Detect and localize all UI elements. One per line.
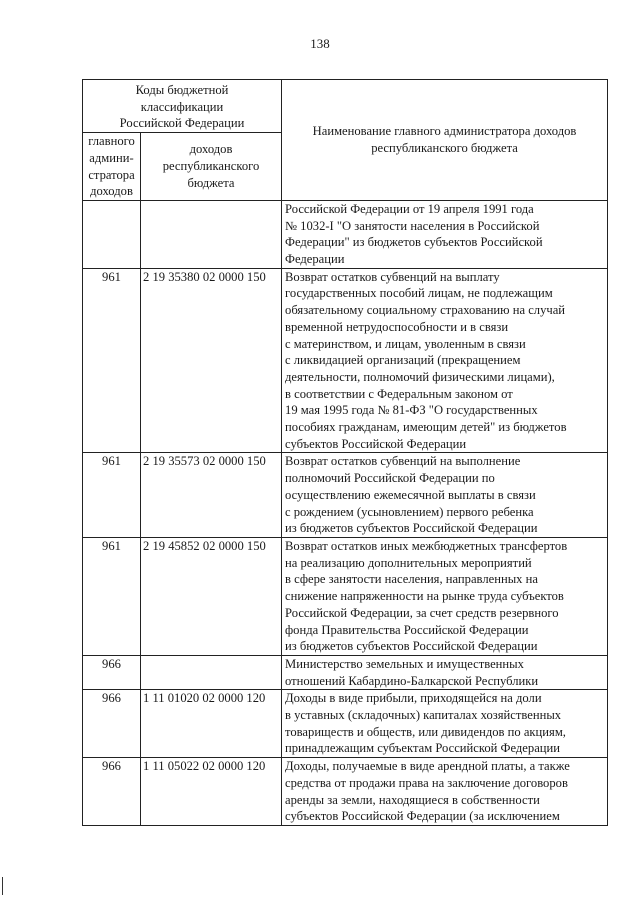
header-line: Российской Федерации [119, 116, 245, 131]
header-line: доходов [189, 142, 233, 157]
description-line: осуществлению ежемесячной выплаты в связи [285, 487, 536, 502]
description-cell [282, 200, 608, 268]
description-line: субъектов Российской Федерации [285, 436, 467, 451]
description-cell [282, 758, 608, 826]
description-cell [282, 453, 608, 538]
description-line: полномочий Российской Федерации по [285, 471, 495, 486]
description-line: Доходы в виде прибыли, приходящейся на доли [285, 691, 542, 706]
description-line: с рождением (усыновлением) первого ребенка [285, 504, 534, 519]
description-line: фонда Правительства Российской Федерации [285, 622, 529, 637]
description-cell [282, 268, 608, 453]
admin-code-cell: 966 [83, 690, 141, 758]
description-line: Возврат остатков субвенций на выполнение [285, 454, 521, 469]
description-line: в сфере занятости населения, направленных на [285, 572, 538, 587]
scan-edge-mark [2, 877, 3, 895]
income-code-cell: 2 19 35573 02 0000 150 [141, 453, 282, 538]
table-row [83, 537, 608, 655]
header-line: админи- [89, 150, 134, 165]
header-line: Наименование главного администратора доходов [312, 124, 577, 139]
description-line: обязательному социальному страхованию на случай [285, 303, 566, 318]
description-line: Возврат остатков иных межбюджетных трансфертов [285, 538, 568, 553]
admin-code-cell: 961 [83, 537, 141, 655]
page-number: 138 [310, 36, 330, 51]
description-line: на реализацию дополнительных мероприятий [285, 555, 532, 570]
header-line: классификации [140, 99, 224, 114]
description-line: товариществ и обществ, или дивидендов по акциям, [285, 724, 566, 739]
table-row [83, 758, 608, 826]
description-line: принадлежащим субъектам Российской Федерации [285, 741, 561, 756]
description-line: снижение напряженности на рынке труда субъектов [285, 589, 564, 604]
description-line: с ликвидацией организаций (прекращением [285, 353, 521, 368]
header-line: стратора [88, 167, 135, 182]
header-codes-group [83, 80, 282, 133]
description-cell [282, 690, 608, 758]
income-code-cell [141, 655, 282, 689]
header-line: Коды бюджетной [135, 83, 229, 97]
description-cell [282, 655, 608, 689]
table-row [83, 690, 608, 758]
description-cell [282, 537, 608, 655]
income-code-cell: 2 19 45852 02 0000 150 [141, 537, 282, 655]
header-line: республиканского бюджета [371, 140, 518, 155]
description-line: Министерство земельных и имущественных [285, 656, 524, 671]
description-line: из бюджетов субъектов Российской Федерации [285, 639, 538, 654]
table-body [83, 200, 608, 825]
description-line: отношений Кабардино-Балкарской Республики [285, 673, 539, 688]
admin-code-cell: 961 [83, 268, 141, 453]
description-line: Возврат остатков субвенций на выплату [285, 269, 500, 284]
income-code-cell: 1 11 05022 02 0000 120 [141, 758, 282, 826]
header-income-column [141, 133, 282, 201]
header-name-column [282, 80, 608, 201]
table-row [83, 200, 608, 268]
description-line: Федерации [285, 252, 345, 267]
description-line: в соответствии с Федеральным законом от [285, 386, 513, 401]
description-line: Доходы, получаемые в виде арендной платы, а также [285, 759, 570, 774]
description-line: аренды за земли, находящиеся в собственности [285, 792, 540, 807]
description-line: с материнством, и лицам, уволенным в связи [285, 336, 526, 351]
description-line: субъектов Российской Федерации (за исключением [285, 809, 560, 824]
table-row [83, 453, 608, 538]
description-line: государственных пособий лицам, не подлежащим [285, 286, 553, 301]
description-line: в уставных (складочных) капиталах хозяйственных [285, 708, 562, 723]
header-admin-column [83, 133, 141, 201]
description-line: Российской Федерации от 19 апреля 1991 года [285, 201, 534, 216]
income-code-cell [141, 200, 282, 268]
description-line: средства от продажи права на заключение договоров [285, 775, 568, 790]
income-code-cell: 1 11 01020 02 0000 120 [141, 690, 282, 758]
admin-code-cell: 961 [83, 453, 141, 538]
description-line: из бюджетов субъектов Российской Федерации [285, 521, 538, 536]
description-line: деятельности, полномочий физическими лицами), [285, 369, 555, 384]
description-line: № 1032-I "О занятости населения в Российской [285, 218, 540, 233]
header-line: республиканского [162, 159, 260, 174]
table-row [83, 655, 608, 689]
header-line: доходов [90, 184, 133, 199]
table-row [83, 268, 608, 453]
admin-code-cell [83, 200, 141, 268]
admin-code-cell: 966 [83, 758, 141, 826]
description-line: временной нетрудоспособности и в связи [285, 319, 509, 334]
description-line: 19 мая 1995 года № 81-ФЗ "О государственных [285, 403, 538, 418]
income-code-cell: 2 19 35380 02 0000 150 [141, 268, 282, 453]
budget-codes-table [82, 79, 608, 826]
description-line: Российской Федерации, за счет средств резервного [285, 605, 559, 620]
admin-code-cell: 966 [83, 655, 141, 689]
header-line: бюджета [187, 175, 235, 190]
header-line: главного [88, 134, 135, 149]
description-line: пособиях гражданам, имеющим детей" из бюджетов [285, 420, 567, 435]
description-line: Федерации" из бюджетов субъектов Российской [285, 235, 543, 250]
